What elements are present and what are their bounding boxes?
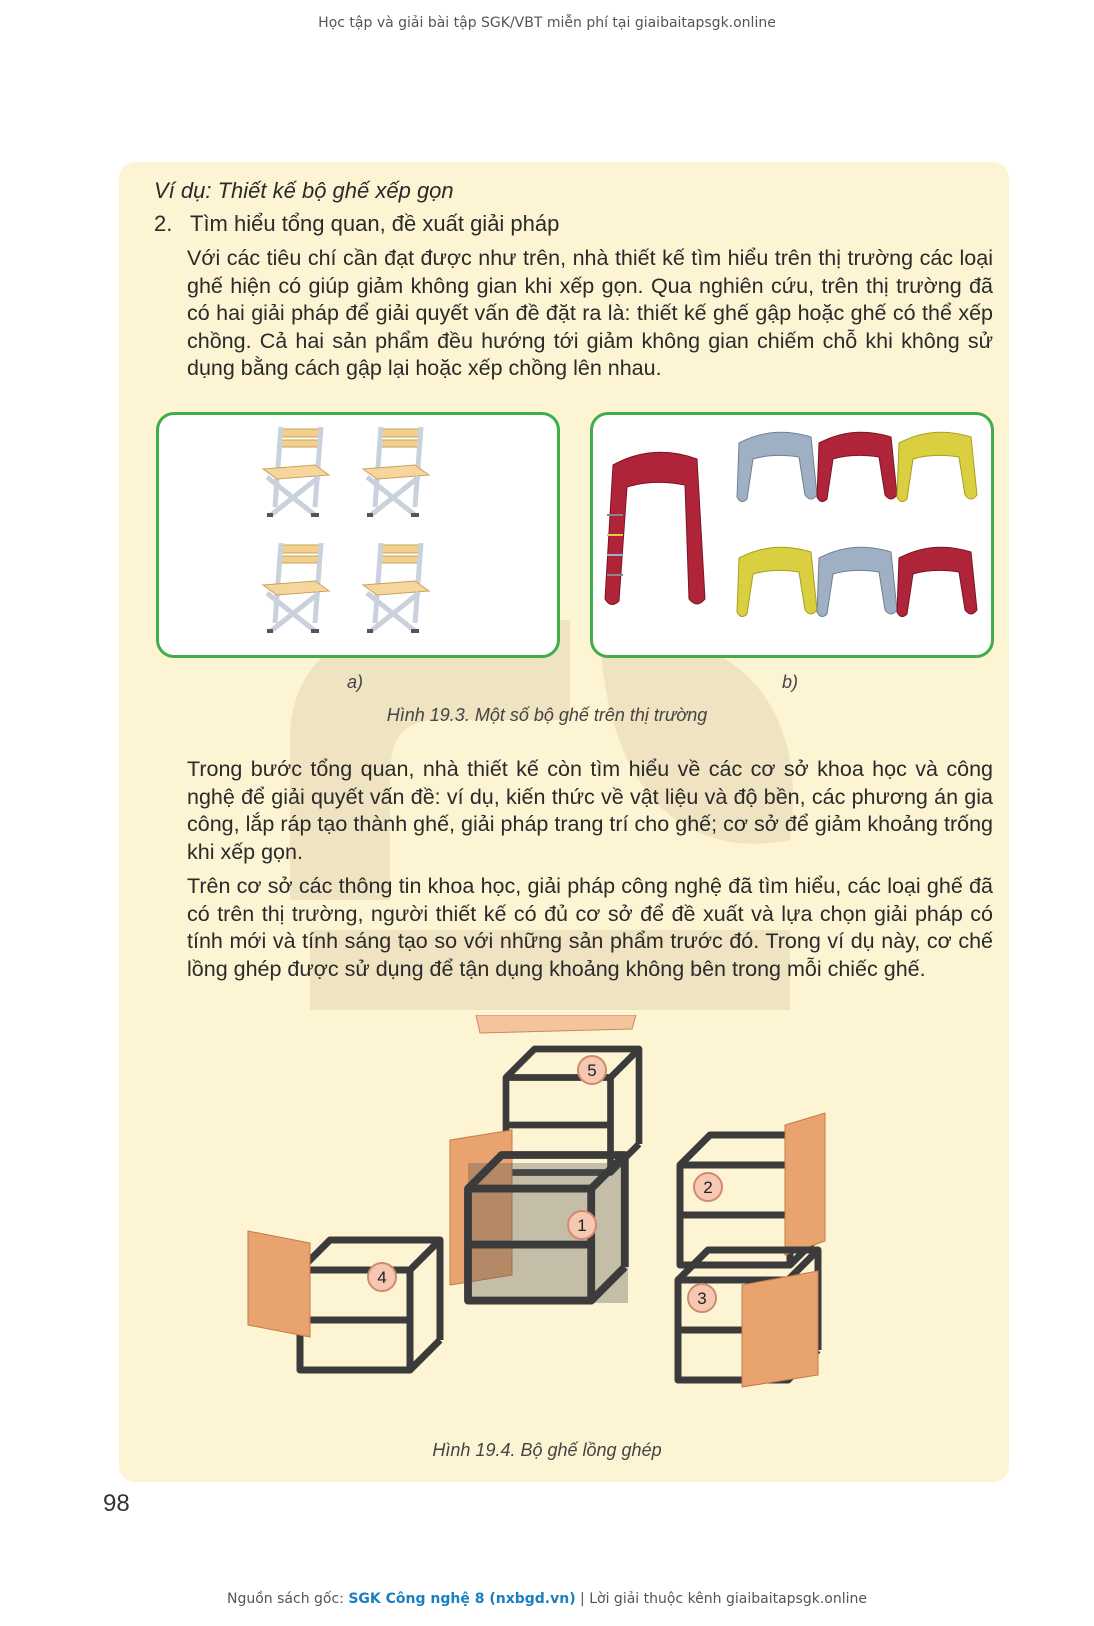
figure-label-b: b) xyxy=(782,672,799,692)
figure-19-3-caption: Hình 19.3. Một số bộ ghế trên thị trường xyxy=(386,705,708,725)
step-title: Tìm hiểu tổng quan, đề xuất giải pháp xyxy=(190,211,560,236)
folding-chairs-illustration xyxy=(159,415,557,655)
svg-text:5: 5 xyxy=(587,1061,597,1080)
stacking-stools-illustration xyxy=(593,415,991,655)
paragraph-science: Trong bước tổng quan, nhà thiết kế còn tìm hiểu về các cơ sở khoa học và công nghệ để giải quyết vấn đề: ví dụ, kiến thức về vật liệu và độ bền, các phương án gia công, lắp ráp tạo thành ghế, giải pháp trang trí cho ghế; cơ sở để giảm khoảng trống khi xếp gọn. xyxy=(187,757,993,864)
example-title: Ví dụ: Thiết kế bộ ghế xếp gọn xyxy=(154,178,454,203)
figure-label-a: a) xyxy=(347,672,364,692)
marker-3 xyxy=(688,1284,716,1312)
marker-1 xyxy=(568,1211,596,1239)
svg-text:2: 2 xyxy=(703,1178,713,1197)
marker-4 xyxy=(368,1263,396,1291)
nested-chairs-diagram xyxy=(240,1015,880,1435)
svg-text:1: 1 xyxy=(577,1216,587,1235)
stacking-stools-image xyxy=(590,412,994,658)
footer-suffix: | Lời giải thuộc kênh giaibaitapsgk.online xyxy=(575,1591,867,1607)
svg-text:4: 4 xyxy=(377,1268,387,1287)
page-header: Học tập và giải bài tập SGK/VBT miễn phí tại giaibaitapsgk.online xyxy=(318,15,776,31)
step-heading xyxy=(154,211,559,237)
step-number: 2. xyxy=(154,211,173,236)
page-number: 98 xyxy=(103,1490,130,1517)
marker-2 xyxy=(694,1173,722,1201)
figure-19-4-caption: Hình 19.4. Bộ ghế lồng ghép xyxy=(432,1440,662,1460)
svg-text:3: 3 xyxy=(697,1289,707,1308)
footer-prefix: Nguồn sách gốc: xyxy=(227,1591,349,1607)
paragraph-proposal: Trên cơ sở các thông tin khoa học, giải pháp công nghệ đã tìm hiểu, các loại ghế đã có trên thị trường, người thiết kế có đủ cơ sở để đề xuất và lựa chọn giải pháp có tính mới và tính sáng tạo so với những sản phẩm trước đó. Trong ví dụ này, cơ chế lồng ghép được sử dụng để tận dụng khoảng không bên trong mỗi chiếc ghế. xyxy=(187,874,993,981)
marker-5 xyxy=(578,1056,606,1084)
footer-source-link[interactable]: SGK Công nghệ 8 (nxbgd.vn) xyxy=(348,1591,576,1607)
folding-chairs-image xyxy=(156,412,560,658)
paragraph-overview: Với các tiêu chí cần đạt được như trên, nhà thiết kế tìm hiểu trên thị trường các loại ghế hiện có giúp giảm không gian khi xếp gọn. Qua nghiên cứu, trên thị trường đã có hai giải pháp để giải quyết vấn đề đặt ra là: thiết kế ghế gập hoặc ghế có thể xếp chồng. Cả hai sản phẩm đều hướng tới giảm không gian chiếm chỗ khi không sử dụng bằng cách gập lại hoặc xếp chồng lên nhau. xyxy=(187,246,993,380)
page-footer xyxy=(0,1591,1094,1607)
